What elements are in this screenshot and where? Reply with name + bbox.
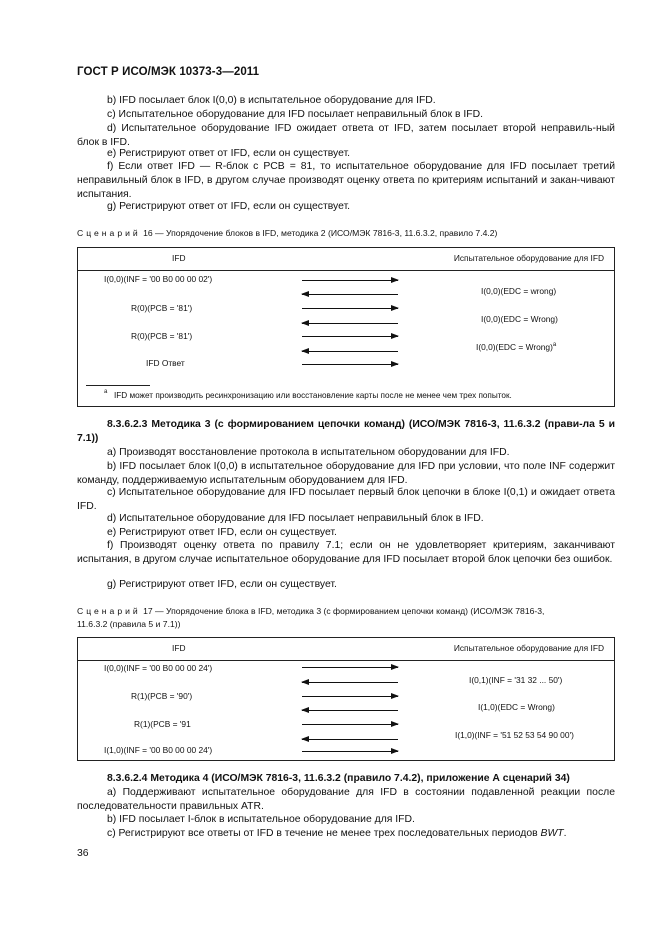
intro-item-b: b) IFD посылает блок I(0,0) в испытательное оборудование для IFD. [107, 95, 436, 106]
intro-item-c: c) Испытательное оборудование для IFD посылает неправильный блок в IFD. [107, 109, 484, 120]
scenario16-ifd-msg: I(0,0)(INF = '00 B0 00 00 02') [104, 274, 213, 284]
section3-item-d: d) Испытательное оборудование для IFD посылает неправильный блок в IFD. [107, 513, 484, 524]
document-header: ГОСТ Р ИСО/МЭК 10373-3—2011 [77, 66, 260, 78]
scenario17-equipment-msg: I(0,1)(INF = '31 32 ... 50') [469, 675, 563, 685]
arrow-right-icon [302, 308, 398, 309]
scenario16-equipment-msg: I(0,0)(EDC = wrong) [481, 286, 557, 296]
arrow-right-icon [302, 696, 398, 697]
scenario16-table-header [78, 248, 614, 271]
scenario16-equipment-msg [476, 342, 556, 352]
scenario17-caption [77, 605, 617, 631]
arrow-left-icon [302, 351, 398, 352]
scenario16-table [77, 247, 615, 407]
section4-item-c-text: c) Регистрируют все ответы от IFD в течение не менее трех последовательных периодов [107, 828, 541, 839]
arrow-right-icon [302, 724, 398, 725]
arrow-left-icon [302, 294, 398, 295]
scenario16-caption-text: 16 — Упорядочение блоков в IFD, методика 2 (ИСО/МЭК 7816-3, 11.6.3.2, правило 7.4.2) [140, 228, 498, 238]
scenario17-ifd-msg: R(1)(PCB = '90') [131, 691, 193, 701]
arrow-right-icon [302, 364, 398, 365]
intro-item-f: f) Если ответ IFD — R-блок с PCB = 81, то испытательное оборудование для IFD посылает третий неправильный блок в IFD, в другом случае производят оценку ответа по критериям испытаний и закан-чивают испытания. [77, 161, 615, 200]
arrow-left-icon [302, 682, 398, 683]
section3-item-a: a) Производят восстановление протокола в испытательном оборудовании для IFD. [107, 447, 510, 458]
section4-item-c-end: . [563, 828, 567, 839]
scenario16-ifd-msg: R(0)(PCB = '81') [131, 331, 193, 341]
section-8362-4-heading: 8.3.6.2.4 Методика 4 (ИСО/МЭК 7816-3, 11.6.3.2 (правило 7.4.2), приложение А сценарий 34) [107, 773, 570, 784]
scenario17-table-header [78, 638, 614, 661]
section3-item-b: b) IFD посылает блок I(0,0) в испытательное оборудование для IFD при условии, что поле INF содержит команду, поддерживаемую испытательным оборудованием для IFD. [77, 461, 615, 486]
scenario17-caption-text: 17 — Упорядочение блока в IFD, методика 3 (с формированием цепочки команд) (ИСО/МЭК 7816-3, [140, 606, 545, 616]
arrow-right-icon [302, 751, 398, 752]
intro-item-e: e) Регистрируют ответ от IFD, если он существует. [107, 148, 351, 159]
arrow-left-icon [302, 323, 398, 324]
scenario16-ifd-msg: R(0)(PCB = '81') [131, 303, 193, 313]
scenario17-equipment-msg: I(1,0)(EDC = Wrong) [478, 702, 555, 712]
scenario16-caption-prefix: Сценарий [77, 228, 141, 238]
arrow-right-icon [302, 667, 398, 668]
section4-item-b: b) IFD посылает I-блок в испытательное оборудование для IFD. [107, 814, 415, 825]
scenario17-caption-prefix: Сценарий [77, 606, 141, 616]
scenario16-caption [77, 227, 617, 240]
scenario16-equipment-msg: I(0,0)(EDC = Wrong) [481, 314, 558, 324]
section4-item-a: a) Поддерживают испытательное оборудование для IFD в состоянии подавленной реакции после последовательности правильных ATR. [77, 787, 615, 812]
arrow-left-icon [302, 739, 398, 740]
scenario17-ifd-msg: I(1,0)(INF = '00 B0 00 00 24') [104, 745, 213, 755]
scenario16-col-equipment: Испытательное оборудование для IFD [453, 253, 604, 263]
footnote-divider [86, 385, 150, 386]
section3-item-f: f) Производят оценку ответа по правилу 7.1; если он не удовлетворяет критериям, заканчивают испытания, в другом случае испытательное оборудование для IFD посылает второй блок цепочки без ошибок. [77, 540, 615, 565]
page-number: 36 [77, 848, 89, 859]
section4-item-c-bwt: BWT [540, 828, 564, 839]
scenario16-footnote: IFD может производить ресинхронизацию или восстановление карты после не менее чем трех попыток. [114, 391, 512, 400]
scenario17-caption-text-2: 11.6.3.2 (правила 5 и 7.1)) [77, 619, 181, 629]
scenario16-col-ifd: IFD [172, 253, 186, 263]
intro-item-d: d) Испытательное оборудование IFD ожидает ответа от IFD, затем посылает второй неправиль-ный блок в IFD. [77, 123, 615, 148]
scenario17-ifd-msg: I(0,0)(INF = '00 B0 00 00 24') [104, 663, 213, 673]
footnote-mark: a [104, 389, 108, 395]
footnote-ref: a [552, 342, 557, 349]
scenario17-col-ifd: IFD [172, 643, 186, 653]
section4-item-c [77, 827, 615, 841]
arrow-left-icon [302, 710, 398, 711]
section3-item-e: e) Регистрируют ответ IFD, если он существует. [107, 527, 337, 538]
section-8362-3-heading: 8.3.6.2.3 Методика 3 (с формированием цепочки команд) (ИСО/МЭК 7816-3, 11.6.3.2 (прави-ла 5 и 7.1)) [77, 419, 615, 444]
scenario17-table [77, 637, 615, 761]
section3-item-c: c) Испытательное оборудование для IFD посылает первый блок цепочки в блоке I(0,1) и ожидает ответа IFD. [77, 487, 615, 512]
scenario17-col-equipment: Испытательное оборудование для IFD [453, 643, 604, 653]
scenario17-equipment-msg: I(1,0)(INF = '51 52 53 54 90 00') [455, 730, 574, 740]
scenario16-ifd-response: IFD Ответ [146, 358, 185, 368]
scenario16-equipment-msg-text: I(0,0)(EDC = Wrong) [476, 342, 553, 352]
scenario17-ifd-msg: R(1)(PCB = '91 [134, 719, 191, 729]
arrow-right-icon [302, 280, 398, 281]
arrow-right-icon [302, 336, 398, 337]
section3-item-g: g) Регистрируют ответ IFD, если он существует. [107, 579, 337, 590]
intro-item-g: g) Регистрируют ответ от IFD, если он существует. [107, 201, 351, 212]
